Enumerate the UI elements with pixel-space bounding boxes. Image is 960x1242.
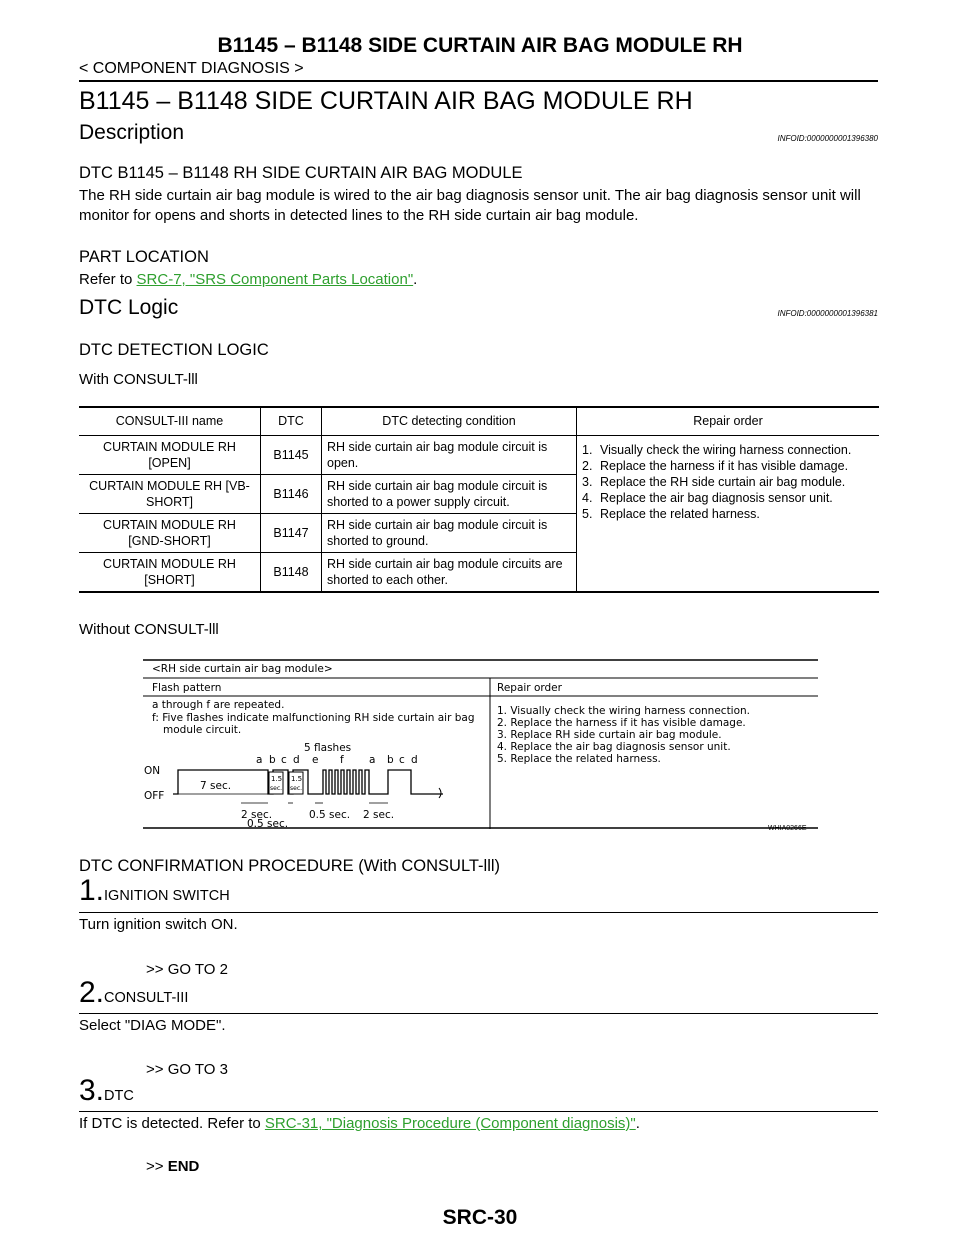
column-header: DTC: [261, 407, 322, 436]
step-number: 3.: [79, 1074, 105, 1107]
step-1-goto: >> GO TO 2: [146, 961, 228, 978]
label-a: a: [369, 754, 376, 766]
dtc-code-cell: B1146: [261, 475, 322, 514]
table-header-row: [79, 407, 879, 436]
step-1-text: Turn ignition switch ON.: [79, 916, 238, 933]
refer-prefix: Refer to: [79, 271, 137, 288]
section-title-description: Description: [79, 121, 185, 144]
step-number: 2.: [79, 976, 105, 1009]
step-divider: [79, 912, 878, 913]
step-1: [79, 874, 230, 908]
repair-order-cell: [577, 436, 880, 593]
src-31-link[interactable]: SRC-31, "Diagnosis Procedure (Component diagnosis)": [264, 1115, 636, 1132]
src-7-link[interactable]: SRC-7, "SRS Component Parts Location": [136, 271, 414, 288]
condition-cell: RH side curtain air bag module circuit is shorted to ground.: [322, 514, 577, 553]
label-a: a: [256, 754, 263, 766]
goto-link[interactable]: GO TO 2: [167, 961, 228, 978]
condition-cell: RH side curtain air bag module circuit is open.: [322, 436, 577, 475]
half-sec-label-b: 0.5 sec.: [309, 809, 351, 821]
seven-sec-label: 7 sec.: [200, 780, 232, 792]
figure-repair-2: 2. Replace the harness if it has visible damage.: [497, 717, 746, 729]
dtc-heading: DTC B1145 – B1148 RH SIDE CURTAIN AIR BAG MODULE: [79, 164, 523, 182]
step-title: DTC: [104, 1088, 134, 1104]
dtc-code-cell: B1148: [261, 553, 322, 593]
svg-text:sec.: sec.: [270, 785, 283, 792]
dtc-detection-heading: DTC DETECTION LOGIC: [79, 341, 269, 359]
header-divider: [79, 80, 878, 82]
condition-cell: RH side curtain air bag module circuits are shorted to each other.: [322, 553, 577, 593]
goto-link[interactable]: GO TO 3: [167, 1061, 228, 1078]
end-label: END: [167, 1158, 200, 1175]
column-header: Repair order: [577, 407, 880, 436]
figure-note-1: a through f are repeated.: [152, 699, 285, 711]
section-title-dtc-logic: DTC Logic: [79, 296, 179, 319]
dtc-code-cell: B1145: [261, 436, 322, 475]
flash-pattern-figure: [143, 658, 818, 829]
label-f: f: [340, 754, 344, 766]
figure-caption: WHIA0266E: [768, 825, 807, 832]
figure-repair-5: 5. Replace the related harness.: [497, 753, 661, 765]
svg-text:1.5: 1.5: [291, 775, 303, 783]
five-flashes-label: 5 flashes: [304, 742, 352, 754]
on-label: ON: [144, 765, 161, 777]
with-consult-label: With CONSULT-lll: [79, 371, 198, 388]
figure-note-2: f: Five flashes indicate malfunctioning RH side curtain air bag: [152, 712, 475, 724]
repair-step: 3. Replace the RH side curtain air bag module.: [582, 475, 846, 489]
label-b: b: [269, 754, 276, 766]
figure-repair-1: 1. Visually check the wiring harness connection.: [497, 705, 751, 717]
consult-name-cell: CURTAIN MODULE RH [GND-SHORT]: [79, 514, 261, 553]
flash-pattern-header: Flash pattern: [152, 682, 222, 694]
step-title: CONSULT-III: [104, 990, 189, 1006]
two-sec-label: 2 sec.: [241, 809, 273, 821]
off-label: OFF: [144, 790, 165, 802]
repair-order-header: Repair order: [497, 682, 562, 694]
label-c: c: [281, 754, 287, 766]
infoid-dtc-logic: INFOID:0000000001396381: [777, 309, 878, 318]
part-location-heading: PART LOCATION: [79, 248, 209, 266]
column-header: CONSULT-III name: [79, 407, 261, 436]
repair-step: 2. Replace the harness if it has visible damage.: [582, 459, 849, 473]
table-row: [79, 436, 879, 475]
half-sec-label: 0.5 sec.: [247, 818, 289, 829]
consult-name-cell: CURTAIN MODULE RH [OPEN]: [79, 436, 261, 475]
step-3-text: If DTC is detected. Refer to SRC-31, "Diagnosis Procedure (Component diagnosis)".: [79, 1115, 640, 1132]
part-location-text: [79, 270, 879, 290]
column-header: DTC detecting condition: [322, 407, 577, 436]
dtc-code-cell: B1147: [261, 514, 322, 553]
label-b: b: [387, 754, 394, 766]
figure-repair-3: 3. Replace RH side curtain air bag module.: [497, 729, 722, 741]
procedure-heading: DTC CONFIRMATION PROCEDURE (With CONSULT-lll): [79, 857, 501, 875]
description-body: The RH side curtain air bag module is wired to the air bag diagnosis sensor unit. The air bag diagnosis sensor unit will monitor for opens and shorts in detected lines to the RH side curtain air bag module.: [79, 187, 861, 224]
page-number: SRC-30: [442, 1206, 518, 1229]
waveform-labels: [256, 754, 418, 766]
step-divider: [79, 1013, 878, 1014]
step-3: [79, 1074, 134, 1108]
step-3-goto: >> END: [146, 1158, 200, 1175]
svg-text:1.5: 1.5: [271, 775, 283, 783]
step-2-text: Select "DIAG MODE".: [79, 1017, 226, 1034]
page-header-subtitle: < COMPONENT DIAGNOSIS >: [79, 60, 304, 77]
condition-cell: RH side curtain air bag module circuit is shorted to a power supply circuit.: [322, 475, 577, 514]
step-title: IGNITION SWITCH: [104, 888, 230, 904]
figure-repair-4: 4. Replace the air bag diagnosis sensor unit.: [497, 741, 731, 753]
infoid-description: INFOID:0000000001396380: [777, 134, 878, 143]
two-sec-label-b: 2 sec.: [363, 809, 395, 821]
repair-step: 5. Replace the related harness.: [582, 507, 760, 521]
repair-step: 1. Visually check the wiring harness connection.: [582, 443, 852, 457]
refer-suffix: .: [413, 271, 418, 288]
step-2: [79, 976, 188, 1010]
consult-name-cell: CURTAIN MODULE RH [SHORT]: [79, 553, 261, 593]
step-number: 1.: [79, 874, 105, 907]
label-d: d: [293, 754, 300, 766]
page-header-title: B1145 – B1148 SIDE CURTAIN AIR BAG MODULE RH: [217, 34, 743, 57]
consult-name-cell: CURTAIN MODULE RH [VB-SHORT]: [79, 475, 261, 514]
repair-step: 4. Replace the air bag diagnosis sensor unit.: [582, 491, 833, 505]
waveform-break: [439, 788, 441, 798]
step-2-goto: >> GO TO 3: [146, 1061, 228, 1078]
figure-title: <RH side curtain air bag module>: [152, 663, 333, 675]
label-e: e: [312, 754, 319, 766]
label-c: c: [399, 754, 405, 766]
label-d: d: [411, 754, 418, 766]
without-consult-label: Without CONSULT-lll: [79, 621, 219, 638]
dtc-table: [79, 406, 879, 593]
figure-note-3: module circuit.: [163, 724, 242, 736]
step-divider: [79, 1111, 878, 1112]
svg-text:sec.: sec.: [290, 785, 303, 792]
main-title: B1145 – B1148 SIDE CURTAIN AIR BAG MODULE RH: [79, 87, 693, 115]
